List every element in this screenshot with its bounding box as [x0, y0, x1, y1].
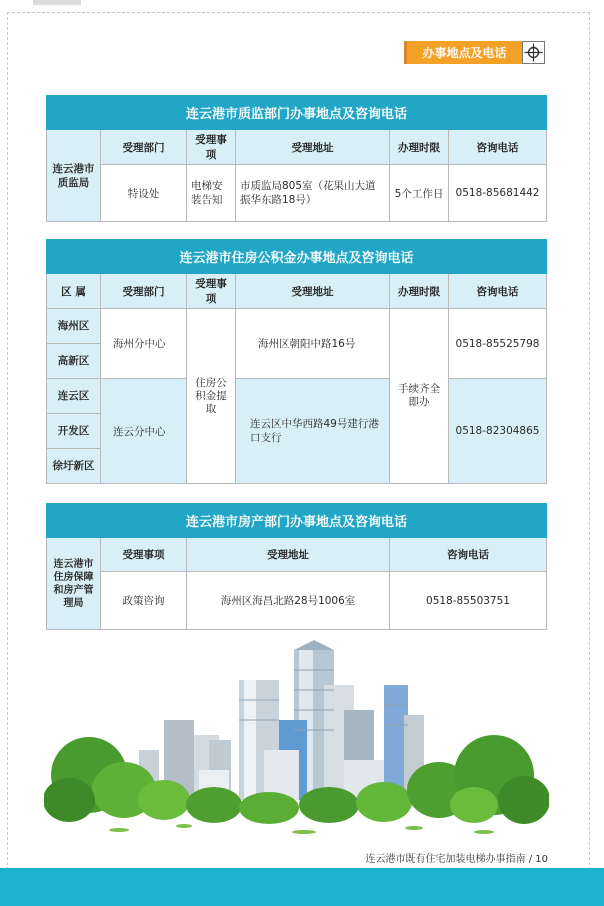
- table-title: 连云港市房产部门办事地点及咨询电话: [47, 504, 547, 538]
- table-cell-phone: 0518-85503751: [390, 572, 547, 630]
- column-header: 受理部门: [101, 130, 187, 165]
- column-header: 受理部门: [101, 274, 187, 309]
- section-header-label: 办事地点及电话: [404, 41, 522, 64]
- district-cell: 高新区: [47, 344, 101, 379]
- page-footer: 连云港市既有住宅加装电梯办事指南 / 10: [365, 854, 548, 865]
- crosshair-icon: [522, 41, 545, 64]
- city-skyline-illustration: [44, 640, 549, 840]
- column-header: 受理地址: [187, 538, 390, 572]
- table-cell-time-limit: 5个工作日: [390, 165, 449, 222]
- row-group-label: 连云港市质监局: [47, 130, 101, 222]
- housing-fund-table: [46, 239, 547, 484]
- column-header: 受理地址: [236, 130, 390, 165]
- column-header: 受理事项: [101, 538, 187, 572]
- table-cell-phone: 0518-85681442: [449, 165, 547, 222]
- column-header: 办理时限: [390, 274, 449, 309]
- table-cell-phone: 0518-85525798: [449, 309, 547, 379]
- column-header: 咨询电话: [449, 130, 547, 165]
- column-header: 受理事项: [187, 274, 236, 309]
- district-cell: 连云区: [47, 379, 101, 414]
- top-tab-decoration: [33, 0, 81, 5]
- bottom-bar: [0, 868, 604, 906]
- quality-bureau-table: [46, 95, 547, 222]
- table-title: 连云港市住房公积金办事地点及咨询电话: [47, 240, 547, 274]
- table-cell-dept: 特设处: [101, 165, 187, 222]
- column-header: 区 属: [47, 274, 101, 309]
- table-cell-item: 住房公积金提取: [187, 309, 236, 484]
- section-header-tag: [404, 41, 545, 64]
- table-title: 连云港市质监部门办事地点及咨询电话: [47, 96, 547, 130]
- column-header: 办理时限: [390, 130, 449, 165]
- district-cell: 海州区: [47, 309, 101, 344]
- table-cell-address: 市质监局805室（花果山大道振华东路18号）: [236, 165, 390, 222]
- column-header: 受理地址: [236, 274, 390, 309]
- table-cell-address: 连云区中华西路49号建行港口支行: [236, 379, 390, 484]
- column-header: 咨询电话: [449, 274, 547, 309]
- district-cell: 开发区: [47, 414, 101, 449]
- table-cell-time-limit: 手续齐全即办: [390, 309, 449, 484]
- real-estate-table: [46, 503, 547, 630]
- table-cell-item: 政策咨询: [101, 572, 187, 630]
- row-group-label: 连云港市住房保障和房产管理局: [47, 538, 101, 630]
- table-cell-item: 电梯安装告知: [187, 165, 236, 222]
- column-header: 咨询电话: [390, 538, 547, 572]
- column-header: 受理事项: [187, 130, 236, 165]
- table-cell-address: 海州区海昌北路28号1006室: [187, 572, 390, 630]
- table-cell-phone: 0518-82304865: [449, 379, 547, 484]
- table-cell-dept: 海州分中心: [101, 309, 187, 379]
- table-cell-dept: 连云分中心: [101, 379, 187, 484]
- table-cell-address: 海州区朝阳中路16号: [236, 309, 390, 379]
- district-cell: 徐圩新区: [47, 449, 101, 484]
